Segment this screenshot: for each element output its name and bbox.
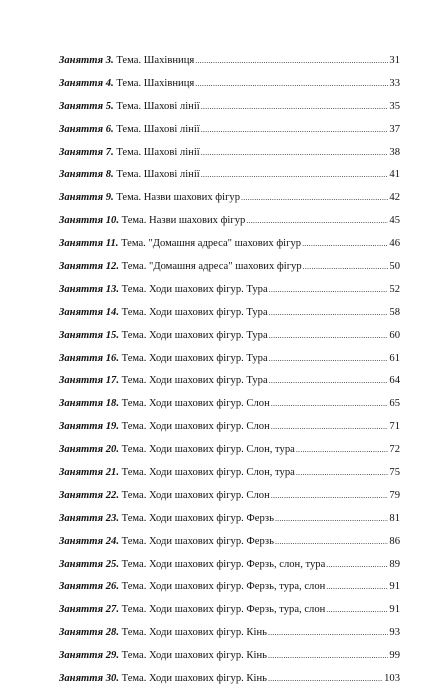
toc-entry	[59, 262, 400, 285]
lesson-topic: Тема. Ходи шахових фігур. Ферзь, слон, тура	[121, 558, 326, 570]
toc-entry	[59, 651, 400, 674]
dot-leader	[275, 515, 388, 523]
lesson-number: Заняття 3.	[59, 55, 114, 66]
dot-leader	[246, 217, 388, 225]
dot-leader	[269, 309, 389, 317]
lesson-topic: Тема. Ходи шахових фігур. Ферзь, тура, слон	[121, 581, 326, 593]
table-of-contents	[59, 56, 400, 697]
toc-entry	[59, 239, 400, 262]
lesson-number: Заняття 25.	[59, 558, 119, 570]
page-number: 91	[389, 604, 400, 616]
lesson-topic: Тема. Ходи шахових фігур. Ферзь, тура, слон	[121, 604, 326, 616]
lesson-topic: Тема. Ходи шахових фігур. Слон	[121, 398, 270, 410]
lesson-number: Заняття 4.	[59, 77, 114, 89]
page-number: 33	[389, 77, 400, 89]
dot-leader	[201, 126, 389, 134]
toc-entry	[59, 79, 400, 102]
toc-entry	[59, 491, 400, 514]
dot-leader	[268, 675, 383, 683]
dot-leader	[269, 286, 389, 294]
lesson-number: Заняття 12.	[59, 261, 119, 273]
lesson-topic: Тема. Ходи шахових фігур. Слон	[121, 489, 270, 501]
lesson-number: Заняття 15.	[59, 329, 119, 341]
lesson-number: Заняття 14.	[59, 306, 119, 318]
dot-leader	[195, 80, 388, 88]
dot-leader	[271, 400, 389, 408]
dot-leader	[326, 561, 388, 569]
lesson-number: Заняття 5.	[59, 100, 114, 112]
lesson-number: Заняття 13.	[59, 283, 119, 295]
dot-leader	[271, 492, 389, 500]
lesson-number: Заняття 16.	[59, 352, 119, 364]
toc-entry	[59, 468, 400, 491]
toc-entry	[59, 56, 400, 79]
lesson-topic: Тема. "Домашня адреса" шахових фігур	[121, 261, 302, 273]
toc-entry	[59, 422, 400, 445]
toc-entry	[59, 193, 400, 216]
toc-entry	[59, 102, 400, 125]
lesson-number: Заняття 19.	[59, 421, 119, 433]
toc-entry	[59, 582, 400, 605]
lesson-number: Заняття 28.	[59, 627, 119, 639]
lesson-topic: Тема. Назви шахових фігур	[116, 192, 241, 204]
toc-entry	[59, 285, 400, 308]
dot-leader	[296, 446, 389, 454]
toc-entry	[59, 445, 400, 468]
dot-leader	[326, 583, 388, 591]
lesson-topic: Тема. Ходи шахових фігур. Слон	[121, 421, 270, 433]
page-number: 37	[389, 123, 400, 135]
page-number: 50	[389, 261, 400, 273]
lesson-topic: Тема. Назви шахових фігур	[121, 215, 246, 227]
page-number: 72	[389, 444, 400, 456]
page-number: 93	[389, 627, 400, 639]
page-number: 89	[389, 558, 400, 570]
toc-entry	[59, 674, 400, 697]
dot-leader	[269, 377, 389, 385]
lesson-number: Заняття 17.	[59, 375, 119, 387]
lesson-topic: Тема. Ходи шахових фігур. Кінь	[121, 650, 267, 662]
page-number: 79	[389, 489, 400, 501]
toc-entry	[59, 354, 400, 377]
lesson-number: Заняття 10.	[59, 215, 119, 227]
dot-leader	[201, 103, 389, 111]
page-number: 99	[389, 650, 400, 662]
page-number: 35	[389, 100, 400, 112]
dot-leader	[195, 57, 388, 65]
lesson-number: Заняття 30.	[59, 673, 119, 685]
dot-leader	[269, 332, 389, 340]
toc-entry	[59, 125, 400, 148]
dot-leader	[303, 263, 389, 271]
page-number: 42	[389, 192, 400, 204]
lesson-topic: Тема. Ходи шахових фігур. Слон, тура	[121, 444, 295, 456]
page-number: 103	[384, 673, 400, 685]
page-number: 52	[389, 283, 400, 295]
page-number: 75	[389, 467, 400, 479]
lesson-number: Заняття 18.	[59, 398, 119, 410]
lesson-topic: Тема. Шахівниця	[116, 77, 195, 89]
lesson-topic: Тема. Шахові лінії	[116, 169, 200, 181]
lesson-topic: Тема. Ходи шахових фігур. Кінь	[121, 673, 267, 685]
toc-entry	[59, 628, 400, 651]
toc-entry	[59, 514, 400, 537]
lesson-topic: Тема. Шахівниця	[116, 55, 195, 66]
lesson-topic: Тема. Шахові лінії	[116, 100, 200, 112]
toc-entry	[59, 399, 400, 422]
lesson-number: Заняття 27.	[59, 604, 119, 616]
page-number: 60	[389, 329, 400, 341]
toc-entry	[59, 308, 400, 331]
lesson-number: Заняття 24.	[59, 535, 119, 547]
toc-entry	[59, 216, 400, 239]
lesson-number: Заняття 7.	[59, 146, 114, 158]
lesson-number: Заняття 6.	[59, 123, 114, 135]
page-number: 86	[389, 535, 400, 547]
page-number: 41	[389, 169, 400, 181]
lesson-number: Заняття 26.	[59, 581, 119, 593]
lesson-number: Заняття 20.	[59, 444, 119, 456]
lesson-topic: Тема. Ходи шахових фігур. Тура	[121, 375, 268, 387]
dot-leader	[269, 355, 389, 363]
page-number: 58	[389, 306, 400, 318]
dot-leader	[201, 171, 389, 179]
lesson-number: Заняття 23.	[59, 512, 119, 524]
lesson-topic: Тема. Ходи шахових фігур. Тура	[121, 283, 268, 295]
page-number: 64	[389, 375, 400, 387]
page-number: 46	[389, 238, 400, 250]
page-number: 61	[389, 352, 400, 364]
lesson-number: Заняття 9.	[59, 192, 114, 204]
page-number: 81	[389, 512, 400, 524]
toc-entry	[59, 605, 400, 628]
lesson-topic: Тема. Шахові лінії	[116, 146, 200, 158]
toc-entries-list	[59, 56, 400, 697]
lesson-topic: Тема. Ходи шахових фігур. Кінь	[121, 627, 267, 639]
toc-entry	[59, 331, 400, 354]
lesson-topic: Тема. Ходи шахових фігур. Тура	[121, 306, 268, 318]
page-number: 38	[389, 146, 400, 158]
page-number: 31	[389, 55, 400, 66]
dot-leader	[275, 538, 388, 546]
dot-leader	[268, 629, 388, 637]
lesson-number: Заняття 8.	[59, 169, 114, 181]
lesson-number: Заняття 11.	[59, 238, 119, 250]
lesson-number: Заняття 29.	[59, 650, 119, 662]
toc-entry	[59, 537, 400, 560]
dot-leader	[296, 469, 389, 477]
lesson-number: Заняття 21.	[59, 467, 119, 479]
toc-entry	[59, 376, 400, 399]
page-number: 71	[389, 421, 400, 433]
lesson-topic: Тема. "Домашня адреса" шахових фігур	[121, 238, 302, 250]
toc-entry	[59, 148, 400, 171]
lesson-topic: Тема. Ходи шахових фігур. Ферзь	[121, 512, 274, 524]
lesson-topic: Тема. Ходи шахових фігур. Тура	[121, 329, 268, 341]
dot-leader	[326, 606, 388, 614]
lesson-topic: Тема. Ходи шахових фігур. Ферзь	[121, 535, 274, 547]
page-number: 65	[389, 398, 400, 410]
dot-leader	[241, 194, 388, 202]
lesson-topic: Тема. Ходи шахових фігур. Слон, тура	[121, 467, 295, 479]
page-number: 45	[389, 215, 400, 227]
lesson-topic: Тема. Шахові лінії	[116, 123, 200, 135]
dot-leader	[268, 652, 388, 660]
lesson-number: Заняття 22.	[59, 489, 119, 501]
lesson-topic: Тема. Ходи шахових фігур. Тура	[121, 352, 268, 364]
toc-entry	[59, 560, 400, 583]
dot-leader	[302, 240, 388, 248]
page-number: 91	[389, 581, 400, 593]
dot-leader	[271, 423, 389, 431]
toc-entry	[59, 170, 400, 193]
dot-leader	[201, 149, 389, 157]
